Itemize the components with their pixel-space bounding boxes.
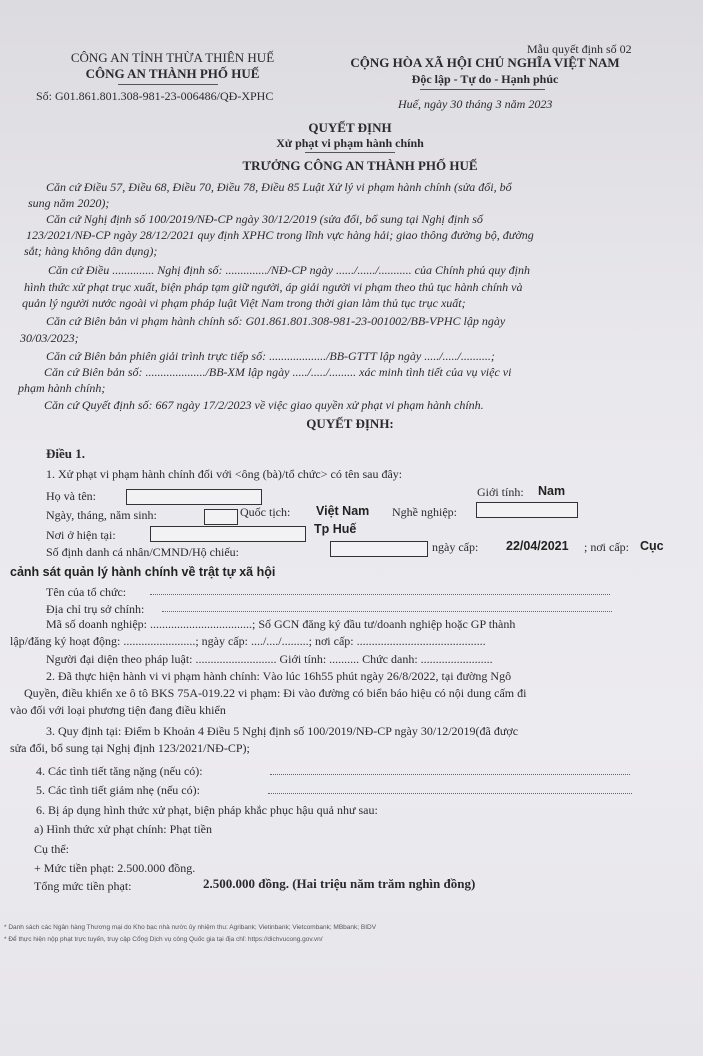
authority: TRƯỞNG CÔNG AN THÀNH PHỐ HUẾ <box>242 158 478 173</box>
basis-6a: Căn cứ Biên bản số: ..................../BB-XM lập ngày ...../...../......... xác minh tình tiết của vụ việc vi <box>44 365 512 379</box>
total-fine-label: Tổng mức tiền phạt: <box>34 879 132 893</box>
id-redacted <box>330 541 428 557</box>
residence-redacted <box>150 526 306 542</box>
item-3a: 3. Quy định tại: Điểm b Khoản 4 Điều 5 Nghị định số 100/2019/NĐ-CP ngày 30/12/2019(đã được <box>46 724 519 738</box>
org-name-dots <box>150 594 610 595</box>
occupation-label: Nghề nghiệp: <box>392 505 457 519</box>
residence-label: Nơi ở hiện tại: <box>46 528 116 542</box>
basis-3b: hình thức xử phạt trục xuất, biện pháp tạm giữ người, áp giải người vi phạm theo thủ tục hành chính và <box>24 280 523 294</box>
issue-date-label: ngày cấp: <box>432 540 479 554</box>
issue-place-value-2: cảnh sát quản lý hành chính về trật tự xã hội <box>10 565 276 579</box>
item-3b: sửa đổi, bổ sung tại Nghị định 123/2021/NĐ-CP); <box>10 741 250 755</box>
basis-4a: Căn cứ Biên bản vi phạm hành chính số: G01.861.801.308-981-23-001002/BB-VPHC lập ngày <box>46 314 506 328</box>
item-6: 6. Bị áp dụng hình thức xử phạt, biện pháp khắc phục hậu quả như sau: <box>36 803 378 817</box>
total-fine-value: 2.500.000 đồng. (Hai triệu năm trăm nghìn đồng) <box>203 876 476 891</box>
item-5: 5. Các tình tiết giảm nhẹ (nếu có): <box>36 783 200 797</box>
item-2c: vào đối với loại phương tiện đang điều khiển <box>10 703 226 717</box>
basis-1a: Căn cứ Điều 57, Điều 68, Điều 70, Điều 78, Điều 85 Luật Xử lý vi phạm hành chính (sửa đổi, bổ <box>46 180 512 194</box>
basis-3a: Căn cứ Điều .............. Nghị định số: ............../NĐ-CP ngày ....../....../........... của Chính phủ quy định <box>48 263 530 277</box>
basis-3c: quản lý người nước ngoài vi phạm pháp luật Việt Nam trong thời gian làm thủ tục trục xuất; <box>22 296 466 310</box>
item-4: 4. Các tình tiết tăng nặng (nếu có): <box>36 764 203 778</box>
doc-title: QUYẾT ĐỊNH <box>308 120 392 135</box>
title-underline <box>305 152 395 153</box>
fine-amount: + Mức tiền phạt: 2.500.000 đồng. <box>34 861 196 875</box>
decision-heading: QUYẾT ĐỊNH: <box>306 416 394 431</box>
org-address-dots <box>162 611 612 612</box>
item-4-dots <box>270 774 630 775</box>
basis-4b: 30/03/2023; <box>20 331 79 345</box>
basis-1b: sung năm 2020); <box>28 196 110 210</box>
issuer-parent: CÔNG AN TỈNH THỪA THIÊN HUẾ <box>70 50 275 65</box>
motto: Độc lập - Tự do - Hạnh phúc <box>411 72 559 86</box>
item-2a: 2. Đã thực hiện hành vi vi phạm hành chính: Vào lúc 16h55 phút ngày 26/8/2022, tại đường Ngô <box>46 669 512 683</box>
org-name-label: Tên của tổ chức: <box>46 585 127 599</box>
form-number: Mẫu quyết định số 02 <box>527 42 632 56</box>
basis-6b: phạm hành chính; <box>18 381 106 395</box>
issue-place-label: ; nơi cấp: <box>584 540 629 554</box>
occupation-redacted <box>476 502 578 518</box>
item-1: 1. Xử phạt vi phạm hành chính đối với <ông (bà)/tổ chức> có tên sau đây: <box>46 467 403 481</box>
name-redacted <box>126 489 262 505</box>
org-address-label: Địa chỉ trụ sở chính: <box>46 602 145 616</box>
footnote-banks: * Danh sách các Ngân hàng Thương mại do Kho bạc nhà nước ủy nhiệm thu: Agribank; Vietinbank; Vietcombank; MBbank; BIDV <box>4 924 377 931</box>
basis-7: Căn cứ Quyết định số: 667 ngày 17/2/2023 về việc giao quyền xử phạt vi phạm hành chính. <box>44 398 484 412</box>
nationality-value: Việt Nam <box>316 504 370 518</box>
place-date: Huế, ngày 30 tháng 3 năm 2023 <box>398 97 553 111</box>
nationality-label: Quốc tịch: <box>240 505 291 519</box>
legal-rep-line: Người đại diện theo pháp luật: ........................... Giới tính: .......... Chức danh: ........................ <box>46 652 493 666</box>
gender-value: Nam <box>538 484 566 498</box>
gender-label: Giới tính: <box>477 485 524 499</box>
footnote-online: * Để thực hiện nộp phạt trực tuyến, truy cập Cổng Dịch vụ công Quốc gia tại địa chỉ: https://dichvucong.gov.vn/ <box>4 936 323 943</box>
issuer: CÔNG AN THÀNH PHỐ HUẾ <box>85 66 260 81</box>
name-label: Họ và tên: <box>46 489 96 503</box>
header-underline-left <box>118 84 218 85</box>
issue-place-value-1: Cục <box>640 539 664 553</box>
license-line: lập/đăng ký hoạt động: ........................; ngày cấp: ..../..../.........; nơi cấp: ........................................... <box>10 634 486 648</box>
basis-2c: sắt; hàng không dân dụng); <box>24 244 158 258</box>
id-label: Số định danh cá nhân/CMND/Hộ chiếu: <box>46 545 239 559</box>
basis-2b: 123/2021/NĐ-CP ngày 28/12/2021 quy định XPHC trong lĩnh vực hàng hải; giao thông đường bộ, đường <box>26 228 534 242</box>
enterprise-code-label: Mã số doanh nghiệp: ..................................; Số GCN đăng ký đầu tư/doanh nghiệp hoặc GP thành <box>46 617 516 631</box>
document-number: Số: G01.861.801.308-981-23-006486/QĐ-XPHC <box>36 89 274 103</box>
basis-2a: Căn cứ Nghị định số 100/2019/NĐ-CP ngày 30/12/2019 (sửa đổi, bổ sung tại Nghị định số <box>46 212 483 226</box>
details-label: Cụ thể: <box>34 842 69 856</box>
doc-subtitle: Xử phạt vi phạm hành chính <box>276 136 424 150</box>
dob-label: Ngày, tháng, năm sinh: <box>46 508 157 522</box>
penalty-form: a) Hình thức xử phạt chính: Phạt tiền <box>34 822 212 836</box>
article-heading: Điều 1. <box>46 446 85 461</box>
basis-5: Căn cứ Biên bản phiên giải trình trực tiếp số: .................../BB-GTTT lập ngày ...../...../..........; <box>46 349 495 363</box>
header-underline-right <box>420 89 545 90</box>
item-5-dots <box>268 793 632 794</box>
issue-date-value: 22/04/2021 <box>506 539 569 553</box>
item-2b: Quyền, điều khiển xe ô tô BKS 75A-019.22 vi phạm: Đi vào đường có biển báo hiệu có nội dung cấm đi <box>24 686 527 700</box>
country-name: CỘNG HÒA XÃ HỘI CHỦ NGHĨA VIỆT NAM <box>350 55 620 70</box>
residence-value: Tp Huế <box>314 522 357 536</box>
dob-redacted <box>204 509 238 525</box>
